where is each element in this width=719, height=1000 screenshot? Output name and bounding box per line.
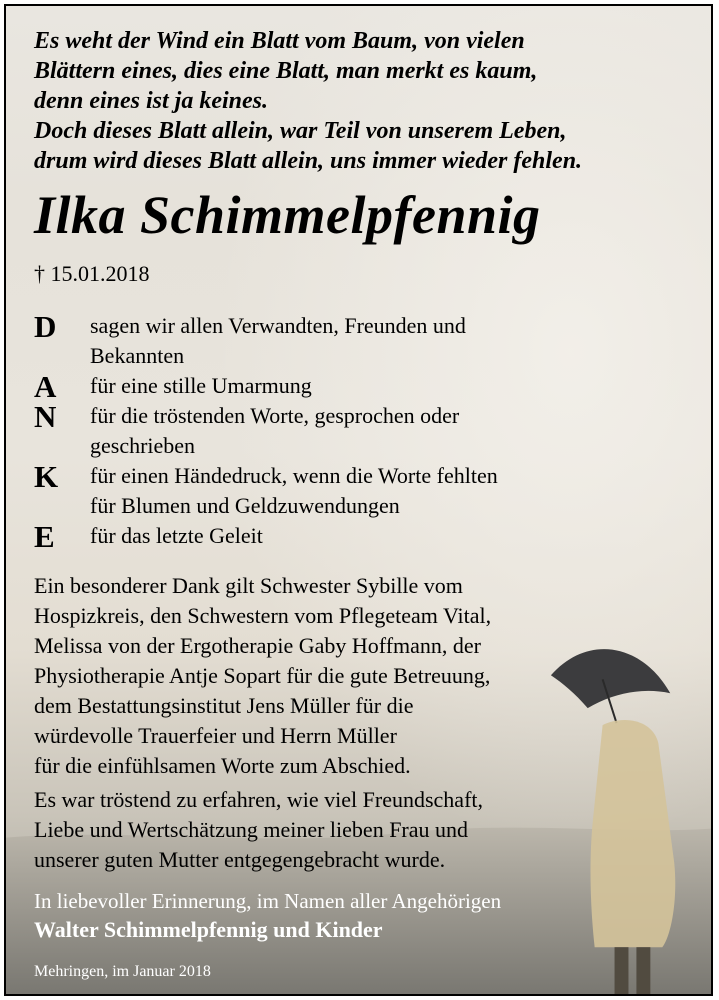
thanks-line: für die einfühlsamen Worte zum Abschied.: [34, 753, 411, 778]
obituary-card: [4, 4, 713, 996]
signer-name: Walter Schimmelpfennig und Kinder: [34, 917, 383, 942]
poem-line: drum wird dieses Blatt allein, uns immer wieder fehlen.: [34, 148, 583, 174]
memory-line: In liebevoller Erinnerung, im Namen aller Angehörigen: [34, 889, 502, 913]
danke-text: für die tröstenden Worte, gesprochen oder: [90, 403, 460, 428]
poem: [34, 26, 704, 176]
danke-letter: D: [34, 309, 57, 344]
danke-text: für Blumen und Geldzuwendungen: [90, 493, 400, 518]
poem-line: Doch dieses Blatt allein, war Teil von unserem Leben,: [34, 118, 567, 144]
place-date: Mehringen, im Januar 2018: [34, 963, 211, 980]
poem-line: Es weht der Wind ein Blatt vom Baum, von vielen: [34, 28, 525, 54]
danke-text: sagen wir allen Verwandten, Freunden und: [90, 313, 466, 338]
danke-letter: A: [34, 369, 57, 404]
danke-row-e: [34, 519, 704, 554]
thanks-line: Melissa von der Ergotherapie Gaby Hoffmann, der: [34, 633, 482, 658]
danke-row-a: [34, 369, 704, 404]
thanks-line: Physiotherapie Antje Sopart für die gute Betreuung,: [34, 663, 491, 688]
thanks-line: dem Bestattungsinstitut Jens Müller für die: [34, 693, 414, 718]
poem-line: denn eines ist ja keines.: [34, 88, 269, 114]
deceased-name: Ilka Schimmelpfennig: [34, 185, 541, 245]
comfort-line: Liebe und Wertschätzung meiner lieben Frau und: [34, 817, 469, 842]
special-thanks: [34, 571, 491, 781]
danke-letter: K: [34, 459, 59, 494]
thanks-line: würdevolle Trauerfeier und Herrn Müller: [34, 723, 397, 748]
danke-text: für einen Händedruck, wenn die Worte fehlten: [90, 463, 498, 488]
danke-list: [34, 309, 704, 554]
danke-text: für eine stille Umarmung: [90, 373, 312, 398]
danke-row-d: [34, 311, 704, 371]
danke-text: geschrieben: [90, 433, 196, 458]
danke-letter: N: [34, 399, 57, 434]
comfort-line: Es war tröstend zu erfahren, wie viel Freundschaft,: [34, 787, 484, 812]
comfort-line: unserer guten Mutter entgegengebracht wurde.: [34, 847, 446, 872]
thanks-line: Hospizkreis, den Schwestern vom Pflegeteam Vital,: [34, 603, 492, 628]
comfort-paragraph: [34, 785, 483, 875]
death-date: † 15.01.2018: [34, 261, 150, 286]
poem-line: Blättern eines, dies eine Blatt, man merkt es kaum,: [34, 58, 538, 84]
danke-text: für das letzte Geleit: [90, 523, 263, 548]
danke-row-n: [34, 401, 704, 461]
obituary-content: [6, 6, 711, 994]
danke-text: Bekannten: [90, 343, 185, 368]
thanks-line: Ein besonderer Dank gilt Schwester Sybille vom: [34, 573, 463, 598]
danke-row-k: [34, 461, 704, 521]
danke-letter: E: [34, 519, 55, 554]
